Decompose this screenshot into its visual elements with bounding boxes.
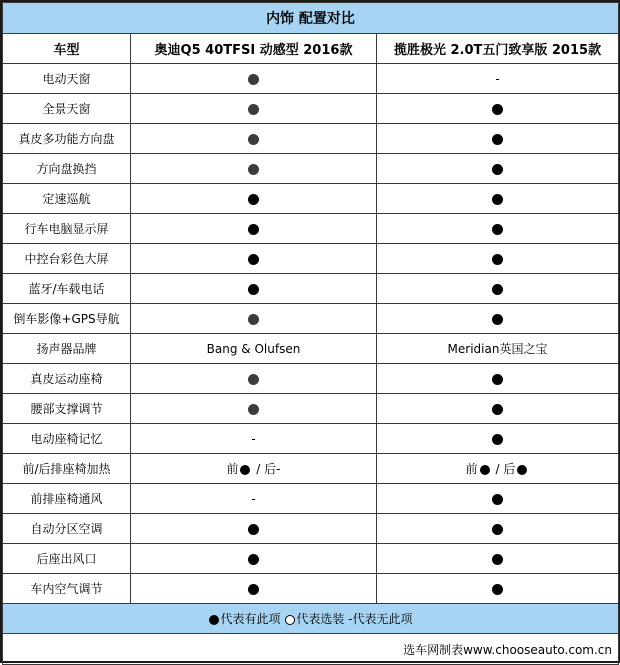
feature-label: 真皮多功能方向盘 xyxy=(3,124,131,154)
comparison-table xyxy=(2,2,619,665)
legend-row xyxy=(3,604,619,634)
rear-label: 后 xyxy=(264,462,277,476)
evoque-value xyxy=(377,514,619,544)
title-row xyxy=(3,3,619,34)
audi-q5-value xyxy=(131,394,377,424)
audi-q5-value xyxy=(131,304,377,334)
standard-dot-icon xyxy=(248,194,259,205)
feature-label: 电动座椅记忆 xyxy=(3,424,131,454)
standard-dot-icon xyxy=(492,254,503,265)
table-row xyxy=(3,394,619,424)
table-title: 内饰 配置对比 xyxy=(3,3,619,34)
evoque-value xyxy=(377,544,619,574)
standard-dot-icon xyxy=(248,224,259,235)
front-label: 前 xyxy=(226,462,239,476)
separator: / xyxy=(252,462,265,476)
standard-dot-icon xyxy=(492,314,503,325)
feature-label: 行车电脑显示屏 xyxy=(3,214,131,244)
audi-q5-value xyxy=(131,184,377,214)
evoque-value xyxy=(377,184,619,214)
not-available-dash: - xyxy=(495,71,500,86)
audi-q5-value xyxy=(131,124,377,154)
feature-label: 真皮运动座椅 xyxy=(3,364,131,394)
standard-dot-icon xyxy=(248,284,259,295)
standard-dot-icon xyxy=(517,465,527,475)
standard-dot-icon xyxy=(492,284,503,295)
standard-dot-icon xyxy=(492,374,503,385)
table-row xyxy=(3,64,619,94)
audi-q5-value xyxy=(131,274,377,304)
standard-dot-icon xyxy=(248,104,259,115)
standard-dot-icon xyxy=(248,524,259,535)
table-row xyxy=(3,244,619,274)
front-label: 前 xyxy=(465,462,478,476)
table-row xyxy=(3,364,619,394)
standard-dot-icon xyxy=(248,314,259,325)
evoque-value xyxy=(377,424,619,454)
audi-q5-value xyxy=(131,364,377,394)
feature-label: 前/后排座椅加热 xyxy=(3,454,131,484)
standard-dot-icon xyxy=(248,164,259,175)
audi-q5-value xyxy=(131,64,377,94)
table-row xyxy=(3,454,619,484)
feature-label: 电动天窗 xyxy=(3,64,131,94)
cell-text: Bang & Olufsen xyxy=(206,341,301,356)
feature-label: 蓝牙/车载电话 xyxy=(3,274,131,304)
standard-dot-icon xyxy=(209,615,219,625)
audi-q5-value xyxy=(131,214,377,244)
standard-dot-icon xyxy=(492,104,503,115)
evoque-value xyxy=(377,334,619,364)
evoque-value xyxy=(377,304,619,334)
standard-dot-icon xyxy=(480,465,490,475)
evoque-value xyxy=(377,94,619,124)
audi-q5-value xyxy=(131,484,377,514)
table-row xyxy=(3,424,619,454)
audi-q5-value xyxy=(131,424,377,454)
standard-dot-icon xyxy=(248,134,259,145)
legend-standard-text: 代表有此项 xyxy=(220,612,281,626)
evoque-value xyxy=(377,394,619,424)
evoque-value xyxy=(377,274,619,304)
feature-label: 中控台彩色大屏 xyxy=(3,244,131,274)
standard-dot-icon xyxy=(248,374,259,385)
standard-dot-icon xyxy=(248,554,259,565)
audi-q5-value xyxy=(131,544,377,574)
table-row xyxy=(3,304,619,334)
header-range-rover-evoque: 揽胜极光 2.0T五门致享版 2015款 xyxy=(377,34,619,64)
evoque-value xyxy=(377,124,619,154)
standard-dot-icon xyxy=(248,74,259,85)
feature-label: 定速巡航 xyxy=(3,184,131,214)
footer-row xyxy=(3,634,619,665)
audi-q5-value xyxy=(131,244,377,274)
audi-q5-value xyxy=(131,154,377,184)
table-row xyxy=(3,334,619,364)
table-row xyxy=(3,544,619,574)
table-row xyxy=(3,484,619,514)
feature-label: 倒车影像+GPS导航 xyxy=(3,304,131,334)
standard-dot-icon xyxy=(492,224,503,235)
audi-q5-value xyxy=(131,454,377,484)
table-row xyxy=(3,94,619,124)
table-row xyxy=(3,154,619,184)
standard-dot-icon xyxy=(492,194,503,205)
feature-label: 扬声器品牌 xyxy=(3,334,131,364)
standard-dot-icon xyxy=(248,404,259,415)
table-row xyxy=(3,214,619,244)
evoque-value xyxy=(377,454,619,484)
table-row xyxy=(3,184,619,214)
separator: / xyxy=(491,462,504,476)
standard-dot-icon xyxy=(492,584,503,595)
standard-dot-icon xyxy=(492,404,503,415)
source-credit: 选车网制表www.chooseauto.com.cn xyxy=(3,634,619,665)
feature-label: 方向盘换挡 xyxy=(3,154,131,184)
not-available-dash: - xyxy=(251,491,256,506)
audi-q5-value xyxy=(131,574,377,604)
evoque-value xyxy=(377,574,619,604)
standard-dot-icon xyxy=(492,494,503,505)
feature-label: 全景天窗 xyxy=(3,94,131,124)
header-model-label: 车型 xyxy=(3,34,131,64)
audi-q5-value xyxy=(131,334,377,364)
standard-dot-icon xyxy=(240,465,250,475)
feature-label: 车内空气调节 xyxy=(3,574,131,604)
evoque-value xyxy=(377,244,619,274)
evoque-value xyxy=(377,64,619,94)
evoque-value xyxy=(377,154,619,184)
legend-optional-text: 代表选装 xyxy=(296,612,345,626)
feature-label: 前排座椅通风 xyxy=(3,484,131,514)
feature-label: 腰部支撑调节 xyxy=(3,394,131,424)
standard-dot-icon xyxy=(492,554,503,565)
header-row xyxy=(3,34,619,64)
optional-circle-icon xyxy=(285,615,295,625)
table-row xyxy=(3,574,619,604)
standard-dot-icon xyxy=(492,524,503,535)
legend xyxy=(3,604,619,634)
feature-label: 自动分区空调 xyxy=(3,514,131,544)
audi-q5-value xyxy=(131,94,377,124)
standard-dot-icon xyxy=(492,434,503,445)
legend-none-text: -代表无此项 xyxy=(348,612,413,626)
rear-state: - xyxy=(276,462,281,476)
table-row xyxy=(3,514,619,544)
table-row xyxy=(3,274,619,304)
cell-text: Meridian英国之宝 xyxy=(447,342,548,356)
not-available-dash: - xyxy=(251,431,256,446)
audi-q5-value xyxy=(131,514,377,544)
feature-label: 后座出风口 xyxy=(3,544,131,574)
evoque-value xyxy=(377,214,619,244)
standard-dot-icon xyxy=(248,254,259,265)
table-row xyxy=(3,124,619,154)
standard-dot-icon xyxy=(492,164,503,175)
header-audi-q5: 奥迪Q5 40TFSI 动感型 2016款 xyxy=(131,34,377,64)
evoque-value xyxy=(377,484,619,514)
rear-label: 后 xyxy=(503,462,516,476)
standard-dot-icon xyxy=(248,584,259,595)
evoque-value xyxy=(377,364,619,394)
standard-dot-icon xyxy=(492,134,503,145)
